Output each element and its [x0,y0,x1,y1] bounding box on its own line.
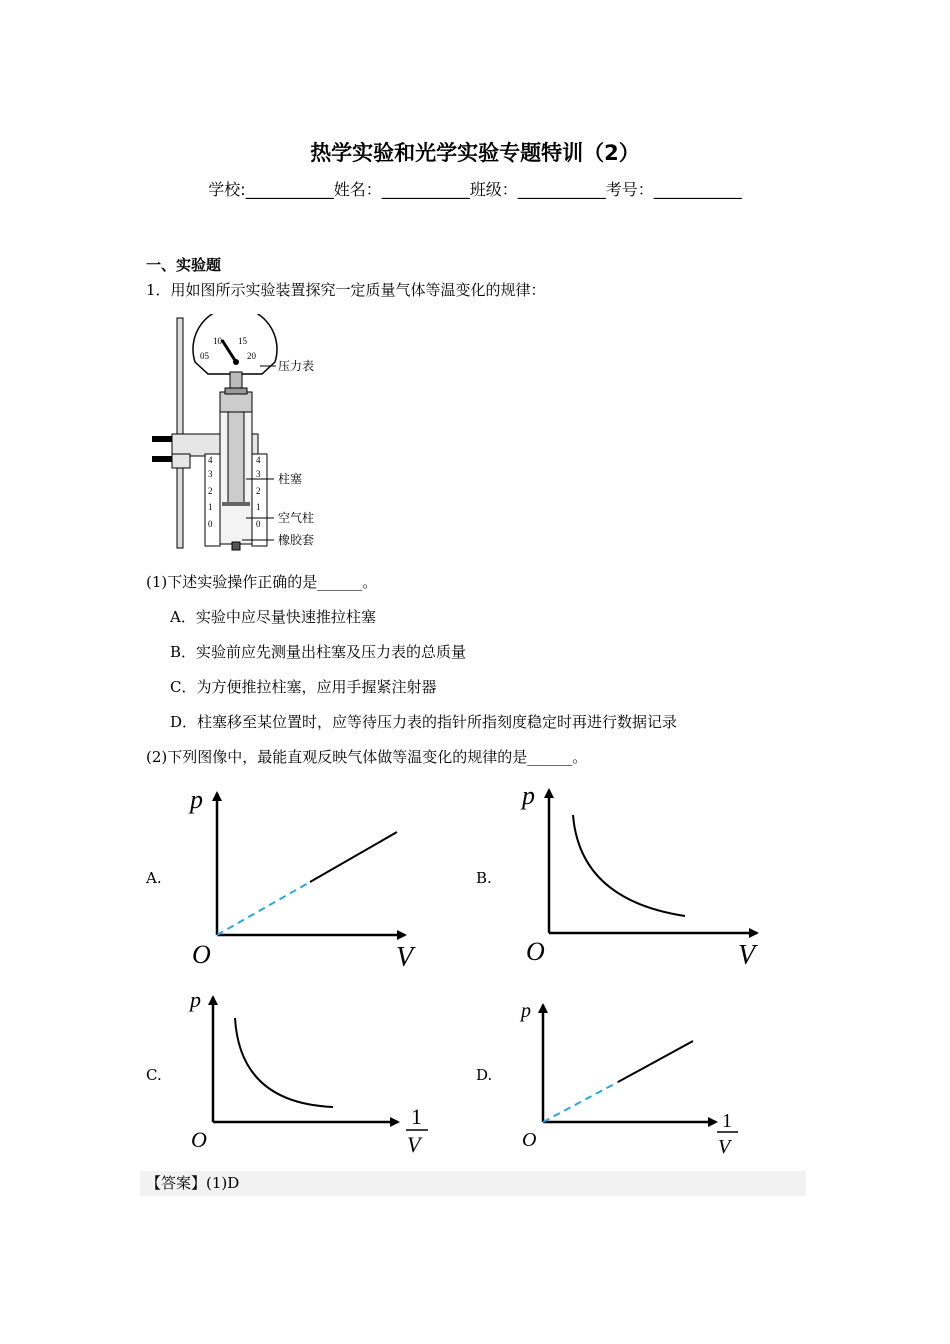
section-heading: 一、实验题 [146,256,222,274]
axis-v-b: V [738,940,756,971]
option-a: A．实验中应尽量快速推拉柱塞 [170,608,376,626]
graph-label-c: C. [146,1066,162,1084]
dial-label-10: 10 [213,336,222,346]
graph-label-b: B. [476,869,492,887]
scale-left-0: 0 [208,519,213,529]
label-air: 空气柱 [278,511,315,525]
option-c: C．为方便推拉柱塞，应用手握紧注射器 [170,678,437,696]
student-info-line: 学校:___________姓名：___________班级：___________考号：___________ [208,180,742,199]
dial-label-20: 20 [247,351,256,361]
scale-left-4: 4 [208,455,213,465]
axis-v-a: V [396,942,414,973]
axis-inv-den-d: V [718,1136,731,1158]
scale-left-2: 2 [208,486,213,496]
scale-left-1: 1 [208,502,213,512]
scale-right-4: 4 [256,455,261,465]
page-title: 热学实验和光学实验专题特训（2） [310,141,640,165]
scale-right-3: 3 [256,469,261,479]
axis-o-a: O [192,940,211,969]
answer-box [140,1171,806,1196]
graph-b [520,781,758,971]
axis-p-b: p [522,781,535,810]
label-plunger: 柱塞 [278,472,303,486]
graph-c [188,987,428,1157]
dial-label-05: 05 [200,351,209,361]
graph-d [519,1000,738,1158]
axis-p-c: p [190,987,201,1012]
graph-label-d: D. [476,1066,493,1084]
answer-text: 【答案】(1)D [146,1174,240,1192]
part2-text: (2)下列图像中，最能直观反映气体做等温变化的规律的是______。 [146,748,588,766]
graph-label-a: A. [146,869,162,887]
label-gauge: 压力表 [278,359,315,373]
question-stem: 1．用如图所示实验装置探究一定质量气体等温变化的规律： [146,281,546,299]
label-rubber: 橡胶套 [278,533,315,547]
axis-o-b: O [526,937,545,966]
axis-inv-den-c: V [407,1132,421,1157]
option-d: D．柱塞移至某位置时，应等待压力表的指针所指刻度稳定时再进行数据记录 [170,713,678,731]
axis-p-a: p [190,785,203,814]
dial-label-15: 15 [238,336,247,346]
scale-left-3: 3 [208,469,213,479]
part1-text: (1)下述实验操作正确的是______。 [146,573,378,591]
axis-inv-num-d: 1 [722,1110,732,1132]
axis-p-d: p [521,1000,531,1022]
axis-inv-num-c: 1 [411,1104,422,1129]
axis-o-d: O [522,1129,537,1151]
axis-o-c: O [191,1127,207,1152]
graph-a [188,785,416,973]
option-b: B．实验前应先测量出柱塞及压力表的总质量 [170,643,467,661]
scale-right-2: 2 [256,486,261,496]
scale-right-0: 0 [256,519,261,529]
scale-right-1: 1 [256,502,261,512]
